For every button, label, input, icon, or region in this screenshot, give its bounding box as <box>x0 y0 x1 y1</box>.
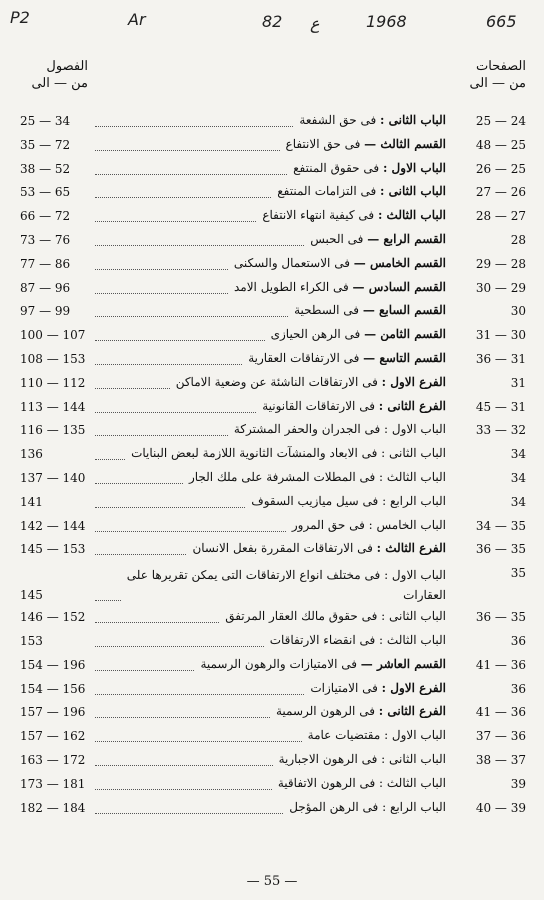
toc-row <box>0 725 544 749</box>
toc-page-range: 26 — 25 <box>475 161 526 176</box>
toc-row <box>0 396 544 420</box>
toc-row <box>0 491 544 515</box>
toc-entry-heading: القسم الرابع — <box>367 231 446 246</box>
toc-entry-text: الباب الثانى : فى الابعاد والمنشآت الثانوية اللازمة لبعض البنايات <box>131 446 446 461</box>
toc-page-range: 34 <box>510 494 526 509</box>
toc-row <box>0 134 544 158</box>
page-number: — 55 — <box>246 874 298 889</box>
toc-entry-heading: القسم السابع — <box>362 303 446 318</box>
toc-chapter-range: 145 — 153 <box>20 542 86 557</box>
toc-chapter-range: 53 — 65 <box>20 185 71 200</box>
toc-chapter-range: 137 — 140 <box>20 470 86 485</box>
chapters-range-label: من — الى <box>31 76 88 91</box>
toc-chapter-range: 110 — 112 <box>20 375 86 390</box>
handwriting-year: 1968 <box>366 12 407 31</box>
toc-row <box>0 419 544 443</box>
toc-chapter-range: 141 <box>20 494 43 509</box>
toc-chapter-range: 163 — 172 <box>20 752 86 767</box>
toc-row <box>0 562 544 606</box>
toc-entry-text: فى حق الشفعة <box>299 113 381 127</box>
leader-dots <box>95 811 283 814</box>
toc-page-range: 45 — 31 <box>475 399 526 414</box>
toc-entry-text: فى الارتفاقات المقررة بفعل الانسان <box>192 541 377 556</box>
toc-entry-text: فى حق الانتفاع <box>285 136 365 151</box>
toc-row <box>0 158 544 182</box>
toc-entry-text: فى الرهن الحيازى <box>270 327 365 342</box>
toc-page-range: 36 — 35 <box>475 542 526 557</box>
toc-page-range: 28 — 27 <box>475 209 526 224</box>
toc-entry-heading: الباب الثالث : <box>377 208 446 223</box>
toc-chapter-range: 182 — 184 <box>20 800 86 815</box>
toc-entry-text: الباب الخامس : فى حق المرور <box>291 517 446 532</box>
toc-chapter-range: 153 <box>20 633 43 648</box>
handwriting-p2: P2 <box>10 8 30 27</box>
toc-entry-text: فى الرهون الرسمية <box>275 704 379 719</box>
leader-dots <box>95 787 272 790</box>
toc-page-range: 38 — 37 <box>475 752 526 767</box>
toc-entry-text: فى الامتيازات <box>310 680 382 695</box>
toc-entry-text: فى حقوق المنتفع <box>293 160 383 175</box>
toc-entry-heading: الباب الثانى : <box>380 113 446 127</box>
toc-entry-text: فى الامتيازات والرهون الرسمية <box>200 656 361 671</box>
toc-row <box>0 205 544 229</box>
toc-chapter-range: 100 — 107 <box>20 328 86 343</box>
toc-page-range: 28 <box>510 232 526 247</box>
toc-entry-heading: الفرع الاول : <box>381 680 446 695</box>
toc-chapter-range: 108 — 153 <box>20 351 86 366</box>
toc-entry-heading: الباب الثانى : <box>380 184 446 199</box>
leader-dots <box>95 148 280 151</box>
toc-entry-text: فى الارتفاقات الناشئة عن وضعية الاماكن <box>175 374 382 389</box>
toc-row <box>0 181 544 205</box>
toc-page-range: 37 — 36 <box>475 729 526 744</box>
toc-page-range: 39 <box>510 776 526 791</box>
toc-entry-text: الباب الثانى : فى حقوق مالك العقار المرتفق <box>225 609 446 624</box>
toc-entry-text: الباب الاول : فى الجدران والحفر المشتركة <box>233 422 446 437</box>
toc-chapter-range: 154 — 156 <box>20 681 86 696</box>
toc-chapter-range: 173 — 181 <box>20 776 86 791</box>
toc-page-range: 27 — 26 <box>475 185 526 200</box>
leader-dots <box>95 529 286 532</box>
toc-chapter-range: 77 — 86 <box>20 256 71 271</box>
toc-page-range: 41 — 36 <box>475 705 526 720</box>
toc-entry-text: فى الارتفاقات العقارية <box>248 350 364 365</box>
toc-row <box>0 443 544 467</box>
toc-entry-text: الباب الثالث : فى الرهون الاتفاقية <box>277 775 446 790</box>
handwriting-82: 82 <box>262 12 283 31</box>
toc-page-range: 34 <box>510 470 526 485</box>
toc-chapter-range: 145 <box>20 588 43 603</box>
leader-dots <box>95 338 265 341</box>
toc-page-range: 33 — 32 <box>475 423 526 438</box>
handwriting-ain: ع <box>310 14 320 33</box>
toc-page-range: 36 <box>510 681 526 696</box>
toc-entry-text: الباب الثانى : فى الرهون الاجبارية <box>278 751 446 766</box>
toc-page-range: 30 <box>510 304 526 319</box>
toc-page-range: 34 <box>510 447 526 462</box>
toc-entry-text: الباب الرابع : فى الرهن المؤجل <box>289 799 446 814</box>
toc-chapter-range: 116 — 135 <box>20 423 86 438</box>
toc-row <box>0 654 544 678</box>
pages-column-header <box>436 58 526 92</box>
toc-entry-text: الباب الاول : فى مختلف انواع الارتفاقات التى يمكن تقريرها على العقارات <box>126 568 446 603</box>
toc-row <box>0 538 544 562</box>
toc-chapter-range: 73 — 76 <box>20 232 71 247</box>
toc-entry-heading: القسم التاسع — <box>363 350 446 365</box>
leader-dots <box>95 314 288 317</box>
toc-chapter-range: 35 — 72 <box>20 137 71 152</box>
toc-row <box>0 701 544 725</box>
leader-dots <box>95 739 302 742</box>
toc-entry-heading: الفرع الثانى : <box>378 704 446 719</box>
toc-entry-text: فى التزامات المنتفع <box>277 184 381 199</box>
toc-entry-heading: القسم الثامن — <box>364 327 446 342</box>
toc-page-range: 35 <box>510 566 526 581</box>
toc-entry-heading: الباب الاول : <box>382 160 446 175</box>
chapters-column-header <box>18 58 88 92</box>
toc-entry-heading: الفرع الثالث : <box>376 541 446 556</box>
toc-row <box>0 348 544 372</box>
toc-page-range: 48 — 25 <box>475 137 526 152</box>
leader-dots <box>95 172 287 175</box>
leader-dots <box>95 763 273 766</box>
toc-chapter-range: 142 — 144 <box>20 518 86 533</box>
toc-chapter-range: 154 — 196 <box>20 657 86 672</box>
toc-entry-text: الباب الثالث : فى المطلات المشرفة على ملك الجار <box>188 469 446 484</box>
toc-page-range: 36 — 31 <box>475 351 526 366</box>
toc-chapter-range: 136 <box>20 447 43 462</box>
toc-page-range: 25 — 24 <box>475 114 526 128</box>
leader-dots <box>95 715 270 718</box>
toc-chapter-range: 157 — 196 <box>20 705 86 720</box>
toc-entry-text: فى الارتفاقات القانونية <box>262 398 379 413</box>
toc-row <box>0 515 544 539</box>
toc-page-range: 29 — 28 <box>475 256 526 271</box>
toc-row <box>0 110 544 134</box>
toc-chapter-range: 25 — 34 <box>20 114 71 128</box>
leader-dots <box>95 243 304 246</box>
toc-row <box>0 630 544 654</box>
toc-row <box>0 324 544 348</box>
toc-chapter-range: 66 — 72 <box>20 209 71 224</box>
handwriting-ar: Ar <box>128 10 146 29</box>
toc-row <box>0 797 544 821</box>
handwriting-665: 665 <box>486 12 517 31</box>
toc-row <box>0 678 544 702</box>
toc-chapter-range: 113 — 144 <box>20 399 86 414</box>
toc-chapter-range: 97 — 99 <box>20 304 71 319</box>
toc-entry-text: فى الحبس <box>310 231 368 246</box>
toc-chapter-range: 87 — 96 <box>20 280 71 295</box>
toc-page-range: 41 — 36 <box>475 657 526 672</box>
toc-entry-title <box>116 446 446 460</box>
toc-list <box>0 110 544 820</box>
toc-chapter-range: 38 — 52 <box>20 161 71 176</box>
toc-row <box>0 372 544 396</box>
toc-page-range: 30 — 29 <box>475 280 526 295</box>
toc-entry-text: الباب الثالث : فى انقضاء الارتفاقات <box>269 632 446 647</box>
toc-entry-text: فى السطحية <box>294 303 363 318</box>
toc-entry-heading: الفرع الثانى : <box>378 398 446 413</box>
handwritten-annotations <box>0 0 544 44</box>
toc-row <box>0 229 544 253</box>
toc-entry-heading: الفرع الاول : <box>381 374 446 389</box>
toc-page-range: 36 — 35 <box>475 610 526 625</box>
toc-entry-heading: القسم السادس — <box>352 279 446 294</box>
toc-entry-text: فى الكراء الطويل الامد <box>233 279 353 294</box>
toc-row <box>0 467 544 491</box>
pages-range-label: من — الى <box>469 76 526 91</box>
toc-row <box>0 300 544 324</box>
toc-row <box>0 749 544 773</box>
toc-entry-text: فى كيفية انتهاء الانتفاع <box>262 208 378 223</box>
toc-page-range: 31 <box>510 375 526 390</box>
toc-row <box>0 253 544 277</box>
leader-dots <box>95 124 293 127</box>
toc-entry-heading: القسم الثالث — <box>364 136 446 151</box>
toc-page-range: 34 — 35 <box>475 518 526 533</box>
toc-entry-heading: القسم العاشر — <box>360 656 446 671</box>
leader-dots <box>95 195 271 198</box>
toc-row <box>0 277 544 301</box>
pages-title: الصفحات <box>475 59 526 74</box>
toc-entry-heading: القسم الخامس — <box>353 255 446 270</box>
toc-chapter-range: 157 — 162 <box>20 729 86 744</box>
toc-entry-text: فى الاستعمال والسكنى <box>233 255 354 270</box>
leader-dots <box>95 644 264 647</box>
toc-chapter-range: 146 — 152 <box>20 610 86 625</box>
toc-row <box>0 773 544 797</box>
toc-page-range: 40 — 39 <box>475 800 526 815</box>
toc-page-range: 36 <box>510 633 526 648</box>
toc-page-range: 31 — 30 <box>475 328 526 343</box>
toc-entry-title <box>116 565 446 605</box>
chapters-title: الفصول <box>46 59 88 74</box>
toc-entry-text: الباب الرابع : فى سيل ميازيب السقوف <box>251 493 446 508</box>
toc-entry-text: الباب الاول : مقتضيات عامة <box>307 728 446 743</box>
leader-dots <box>95 692 304 695</box>
toc-row <box>0 606 544 630</box>
